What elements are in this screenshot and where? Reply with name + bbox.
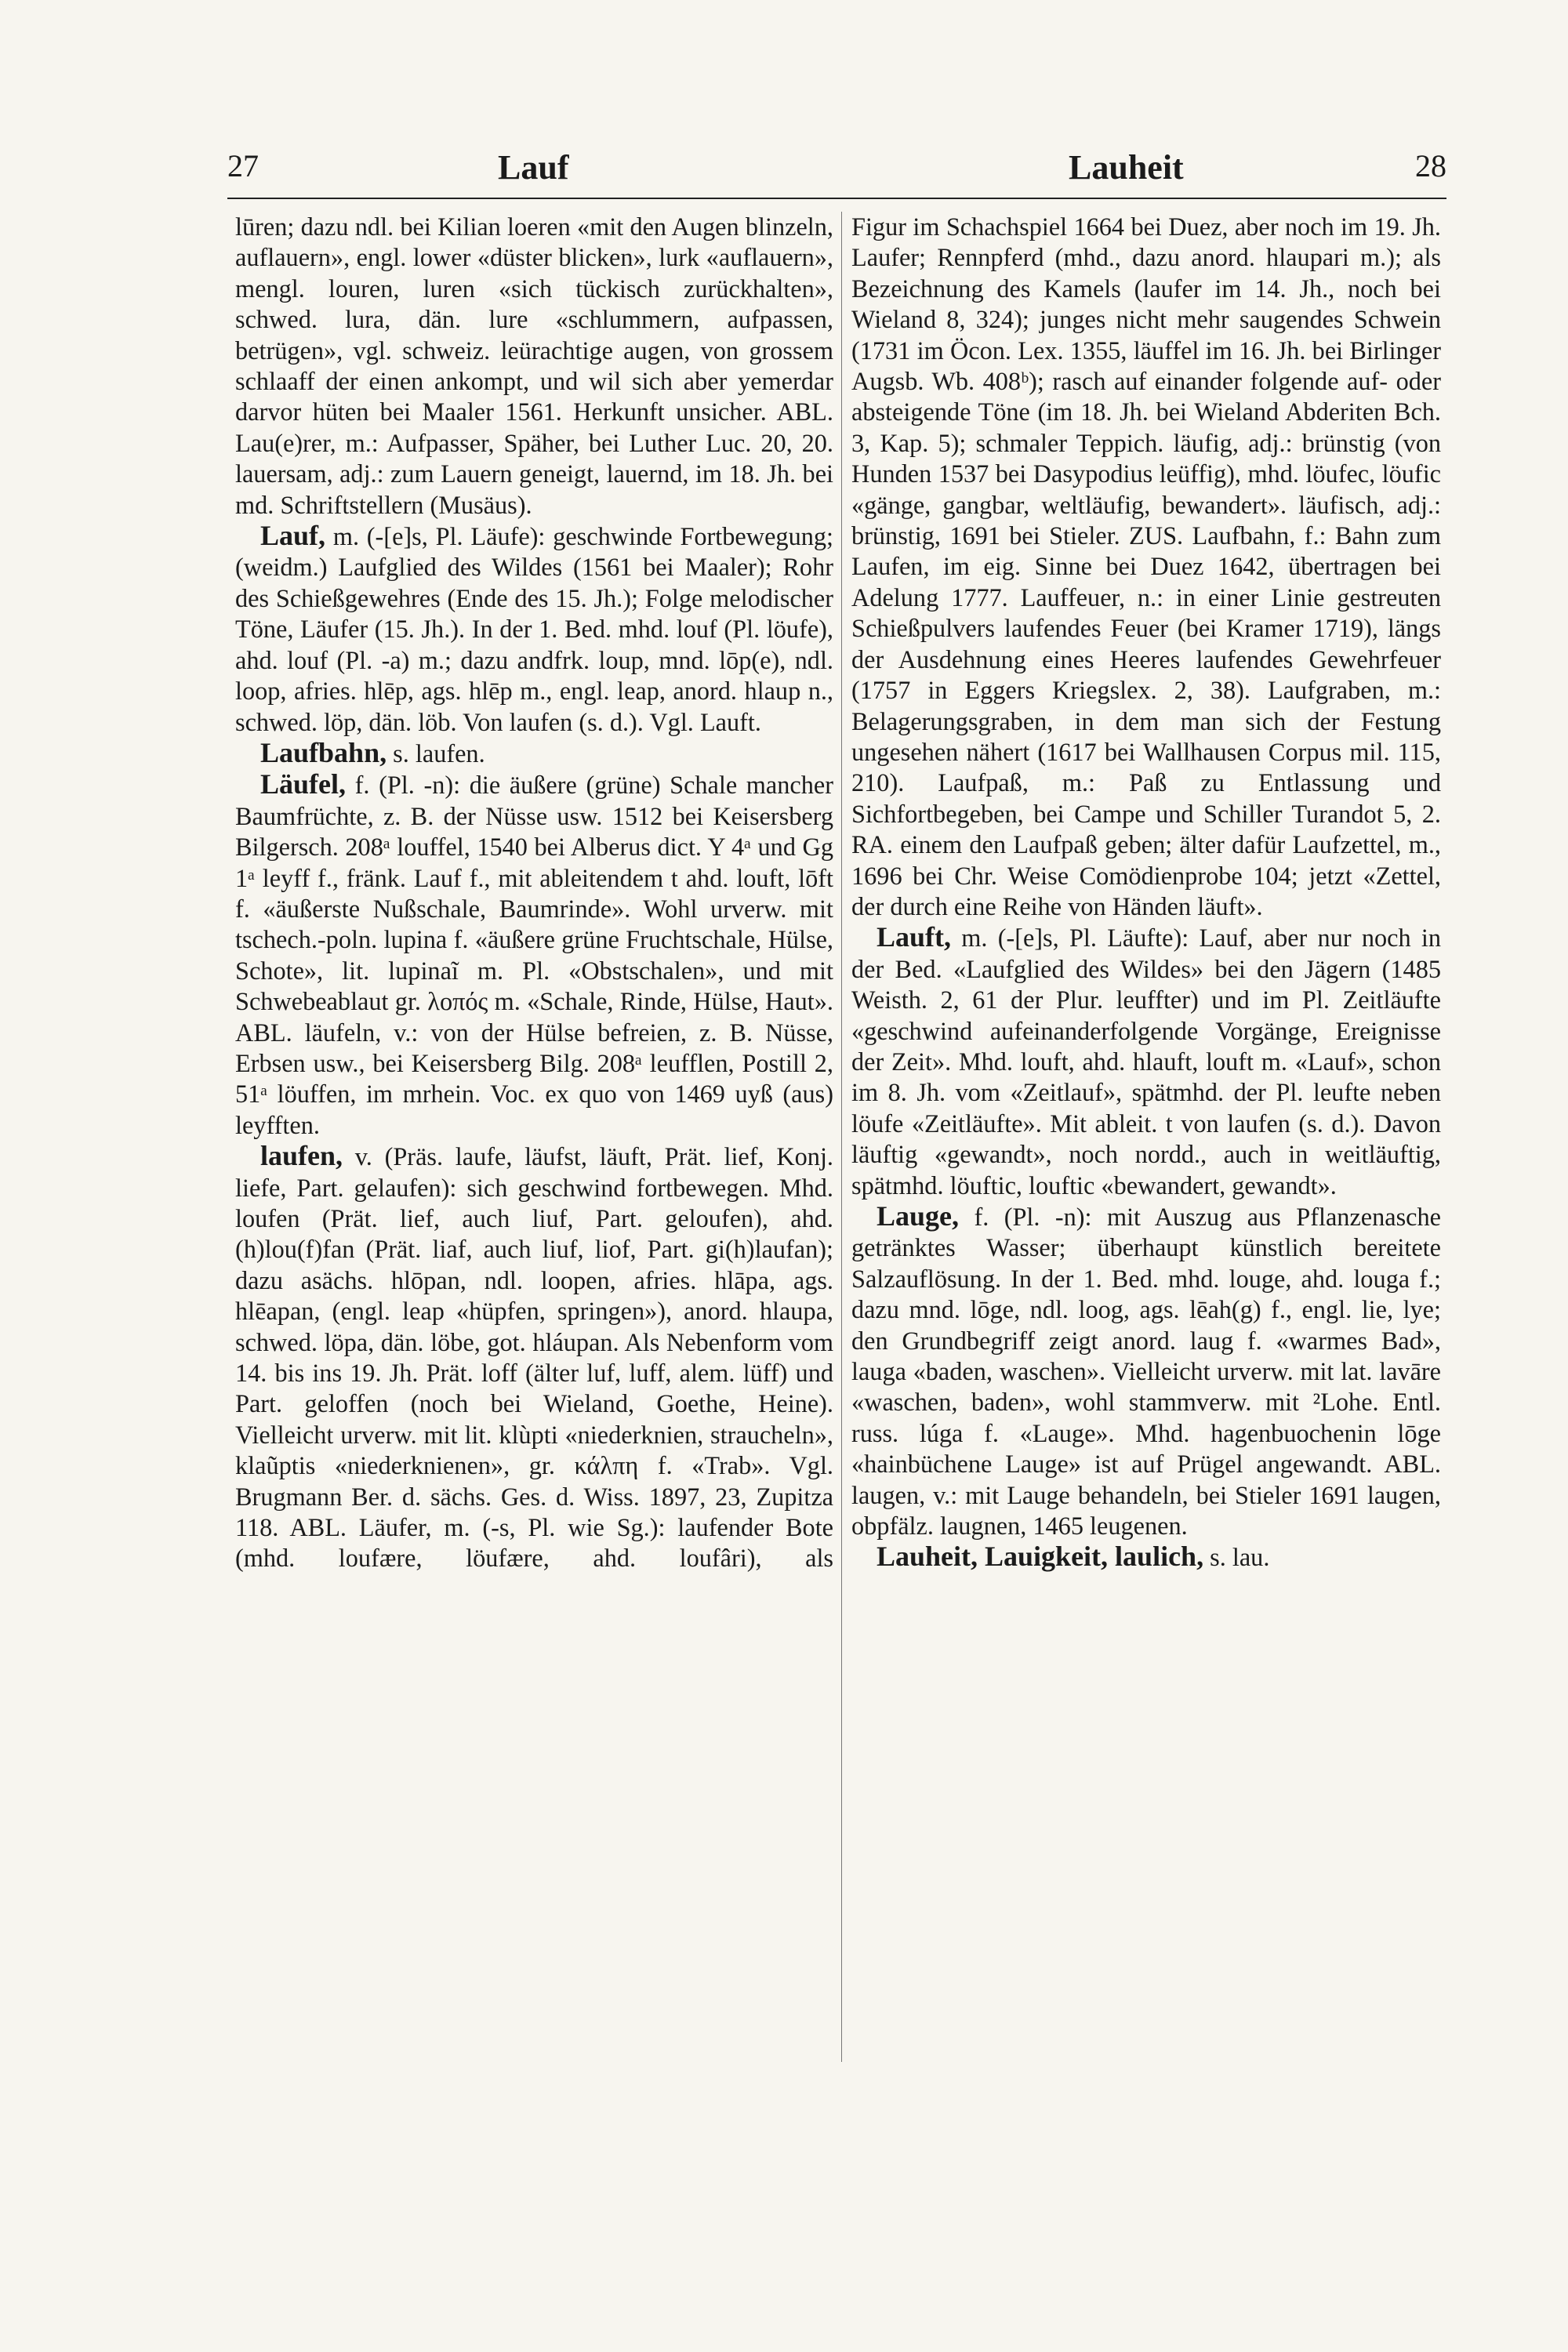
entry-laufen (235, 1141, 833, 1574)
headword: Lauge, (877, 1200, 960, 1232)
right-running-head: Lauheit (1069, 148, 1184, 187)
entry-text: f. (Pl. -n): mit Auszug aus Pflanzenasche getränktes Wasser; überhaupt künstlich bereitete Salzauflösung. In der 1. Bed. mhd. louge, ahd. louga f.; dazu mnd. lōge, ndl. loog, ags. lēah(g) f., engl. lie, lye; den Grundbegriff zeigt anord. laug f. «warmes Bad», lauga «baden, waschen». Vielleicht urverw. mit lat. lavāre «waschen, baden», wohl stammverw. mit ²Lohe. Entl. russ. lúga f. «Lauge». Mhd. hagenbuochenin lōge «hainbüchene Lauge» ist auf Prügel angewandt. ABL. laugen, v.: mit Lauge behandeln, bei Stieler 1691 laugen, obpfälz. laugnen, 1465 leugenen. (851, 1203, 1441, 1541)
entry-text: v. (Präs. laufe, läufst, läuft, Prät. lief, Konj. liefe, Part. gelaufen): sich geschwind fortbewegen. Mhd. loufen (Prät. lief, auch liuf, Part. geloufen), ahd. (h)lou(f)fan (Prät. liaf, auch liuf, liof, Part. gi(h)laufan); dazu asächs. hlōpan, ndl. loopen, afries. hlāpa, ags. hlēapan, (engl. leap «hüpfen, springen»), anord. hlaupa, schwed. löpa, dän. löbe, got. hláupan. Als Nebenform vom 14. bis ins 19. Jh. Prät. loff (älter luf, luff, alem. lüff) und Part. geloffen (noch bei Wieland, Goethe, Heine). Vielleicht urverw. mit lit. klùpti «niederknien, straucheln», klaũptis «niederknienen», gr. κάλπη f. «Trab». Vgl. Brugmann Ber. d. sächs. Ges. d. Wiss. 1897, 23, Zupitza 118. ABL. Läufer, m. (-s, Pl. wie Sg.): laufender Bote (mhd. loufære, löufære, ahd. loufâri), als (235, 1142, 833, 1573)
entry-laufen-continuation: Figur im Schachspiel 1664 bei Duez, aber noch im 19. Jh. Laufer; Rennpferd (mhd., dazu anord. hlaupari m.); als Bezeichnung des Kamels (laufer im 14. Jh., noch bei Wieland 8, 324); junges nicht mehr saugendes Schwein (1731 im Öcon. Lex. 1355, läuffel im 16. Jh. bei Birlinger Augsb. Wb. 408ᵇ); rasch auf einander folgende auf- oder absteigende Töne (im 18. Jh. bei Wieland Abderiten Bch. 3, Kap. 5); schmaler Teppich. läufig, adj.: brünstig (von Hunden 1537 bei Dasypodius leüffig), mhd. löufec, löufic «gänge, gangbar, weltläufig, bewandert». läufisch, adj.: brünstig, 1691 bei Stieler. ZUS. Laufbahn, f.: Bahn zum Laufen, im eig. Sinne bei Duez 1642, übertragen bei Adelung 1777. Lauffeuer, n.: in einer Linie gestreuten Schießpulvers laufendes Feuer (bei Kramer 1719), längs der Ausdehnung eines Heeres laufendes Gewehrfeuer (1757 in Eggers Kriegslex. 2, 38). Laufgraben, m.: Belagerungsgraben, in dem man sich der Festung ungesehen nähert (1617 bei Wallhausen Corpus mil. 115, 210). Laufpaß, m.: Paß zu Entlassung und Sichfortbegeben, bei Campe und Schiller Turandot 5, 2. RA. einem den Laufpaß geben; älter dafür Laufzettel, m., 1696 bei Chr. Weise Comödienprobe 104; jetzt «Zettel, der durch eine Reihe von Händen läuft». (851, 212, 1441, 920)
headword: Lauf, (260, 520, 326, 552)
entry-lauf (235, 521, 833, 738)
entry-text: s. laufen. (387, 739, 485, 768)
column-divider (841, 212, 842, 2062)
headword: Lauft, (877, 921, 952, 953)
headword: Läufel, (260, 768, 347, 800)
page-header (227, 147, 1446, 194)
entry-laufbahn (235, 738, 833, 769)
entry-text: m. (-[e]s, Pl. Läufte): Lauf, aber nur noch in der Bed. «Laufglied des Wildes» bei den Jägern (1485 Weisth. 2, 61 der Plur. leuffter) und im Pl. Zeitläufte «geschwind aufeinanderfolgende Vorgänge, Ereignisse der Zeit». Mhd. louft, ahd. hlauft, louft m. «Lauf», schon im 8. Jh. vom «Zeitlauf», spätmhd. der Pl. leufte neben löufe «Zeitläufte». Mit ableit. t von laufen (s. d.). Davon läuftig «gewandt», noch nordd., auch in weitläuftig, spätmhd. löuftic, louftic «bewandert, gewandt». (851, 924, 1441, 1200)
entry-lauge (851, 1201, 1441, 1541)
left-running-head: Lauf (498, 148, 569, 187)
entry-laeufel (235, 769, 833, 1141)
headword: Laufbahn, (260, 736, 387, 768)
headword: laufen, (260, 1140, 343, 1172)
header-rule (227, 198, 1446, 199)
entry-lauern-continuation: lūren; dazu ndl. bei Kilian loeren «mit den Augen blinzeln, auflauern», engl. lower «düster blicken», lurk «auflauern», mengl. louren, luren «sich tückisch zurückhalten», schwed. lura, dän. lure «schlummern, aufpassen, betrügen», vgl. schweiz. leürachtige augen, von grossem schlaaff der einen ankompt, und wil sich aber yemerdar darvor hüten bei Maaler 1561. Herkunft unsicher. ABL. Lau(e)rer, m.: Aufpasser, Späher, bei Luther Luc. 20, 20. lauersam, adj.: zum Lauern geneigt, lauernd, im 18. Jh. bei md. Schriftstellern (Musäus). (235, 212, 833, 519)
right-page-number: 28 (1415, 148, 1446, 183)
entry-text: f. (Pl. -n): die äußere (grüne) Schale mancher Baumfrüchte, z. B. der Nüsse usw. 1512 bei Keisersberg Bilgersch. 208ᵃ louffel, 1540 bei Alberus dict. Y 4ᵃ und Gg 1ᵃ leyff f., fränk. Lauf f., mit ableitendem t ahd. louft, lōft f. «äußerste Nußschale, Baumrinde». Wohl urverw. mit tschech.-poln. lupina f. «äußere grüne Fruchtschale, Hülse, Schote», lit. lupinaĩ m. Pl. «Obstschalen», und mit Schwebeablaut gr. λοπός m. «Schale, Rinde, Hülse, Haut». ABL. läufeln, v.: von der Hülse befreien, z. B. Nüsse, Erbsen usw., bei Keisersberg Bilg. 208ᵃ leufflen, Postill 2, 51ᵃ löuffen, im mrhein. Voc. ex quo von 1469 uyß (aus) leyfften. (235, 771, 833, 1139)
entry-lauft (851, 922, 1441, 1201)
entry-lauheit (851, 1541, 1441, 1573)
left-page-number: 27 (227, 148, 259, 183)
entry-text: s. lau. (1203, 1543, 1270, 1572)
right-column (851, 212, 1441, 1573)
entry-text: m. (-[e]s, Pl. Läufe): geschwinde Fortbewegung; (weidm.) Laufglied des Wildes (1561 bei Maaler); Rohr des Schießgewehres (Ende des 15. Jh.); Folge melodischer Töne, Läufer (15. Jh.). In der 1. Bed. mhd. louf (Pl. löufe), ahd. louf (Pl. -a) m.; dazu andfrk. loup, mnd. lōp(e), ndl. loop, afries. hlēp, ags. hlēp m., engl. leap, anord. hlaup n., schwed. löp, dän. löb. Von laufen (s. d.). Vgl. Lauft. (235, 522, 833, 736)
left-column (235, 212, 833, 1574)
headword: Lauheit, Lauigkeit, laulich, (877, 1541, 1204, 1573)
